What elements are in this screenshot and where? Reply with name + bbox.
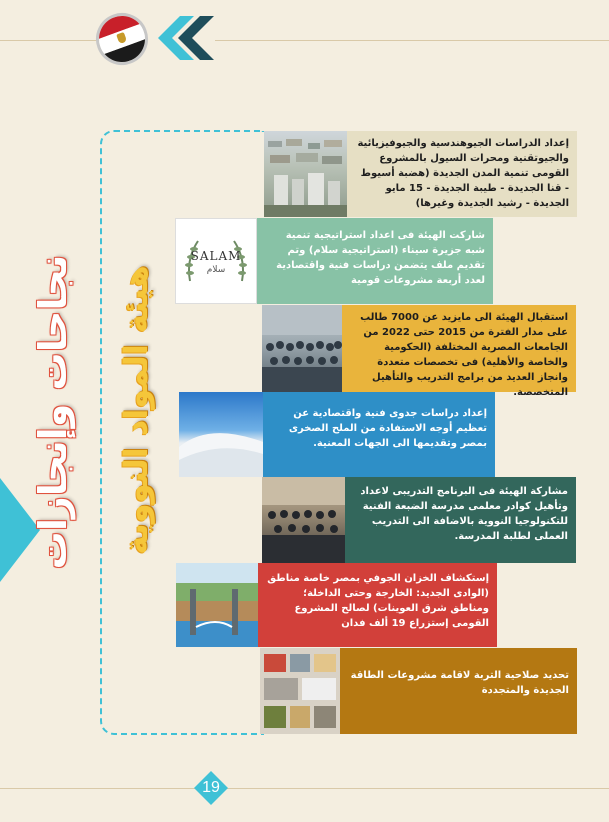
- card-7-text: تحديد صلاحية التربة لاقامة مشروعات الطاقة الجديدة والمتجددة: [340, 648, 577, 734]
- card-1-text: إعداد الدراسات الجيوهندسية والجيوفيزيائية والجيوتقنية ومحرات السيول بالمشروع القومى تنمية المدن الجديدة (هضبة أسيوط - قنا الجديدة - طيبة الجديدة - 15 مايو الجديدة - رشيد الجديدة وغيرها): [347, 131, 577, 217]
- card-3-text: استقبال الهيئة الى مايزيد عن 7000 طالب على مدار الفترة من 2015 حتى 2022 من الجامعات المصرية المختلفة (الحكومية والخاصة والأهلية) فى تخصصات متعددة وانجاز العديد من برامج التدريب والتأهيل المتخصصة.: [342, 305, 576, 392]
- achievement-card-2: [175, 218, 493, 304]
- salam-logo-text: SALAM: [190, 249, 242, 263]
- achievement-card-5: [262, 477, 576, 563]
- card-5-text: مشاركة الهيئة فى البرنامج التدريبى لاعداد وتأهيل كوادر معلمى مدرسة الضبعة الفنية للتكنولوجيا النووية بالاضافة الى التدريب العملى لطلبة المدرسة.: [345, 477, 576, 563]
- aquifer-diagram-image: [176, 563, 258, 647]
- students-group-image: [262, 305, 342, 392]
- page-number: [193, 770, 229, 806]
- page-title-inner: هيئة المواد النووية: [117, 265, 155, 555]
- decor-line-top: [0, 40, 100, 41]
- page-title-outer: نجاحات وإنجازات: [31, 254, 75, 570]
- card-6-text: إستكشاف الخزان الجوفي بمصر خاصة مناطق (الوادى الجديد: الخارجة وحتى الداخلة؛ ومناطق شرق العوينات) لصالح المشروع القومى إستزراع 19 ألف فدان: [258, 563, 497, 647]
- achievement-card-1: [264, 131, 577, 217]
- decor-line-top-right: [215, 40, 609, 41]
- salam-logo-subtext: سلام: [206, 265, 226, 275]
- achievement-card-3: [262, 305, 576, 398]
- decor-line-bottom: [0, 788, 609, 789]
- soil-lab-image: [260, 648, 340, 734]
- chevrons-icon: [150, 16, 216, 60]
- trainees-group-image: [262, 477, 345, 563]
- achievement-card-7: [260, 648, 577, 734]
- egypt-flag-icon: [89, 6, 156, 73]
- page-number-text: 19: [202, 779, 220, 796]
- salam-logo: [175, 218, 257, 304]
- salt-desert-image: [179, 392, 263, 477]
- achievement-card-6: [176, 563, 497, 647]
- card-4-text: إعداد دراسات جدوى فنية واقتصادية عن تعظيم أوجه الاستفادة من الملح الصخرى بمصر وتقديمها الى الجهات المعنية.: [263, 392, 495, 477]
- card-2-text: شاركت الهيئة فى اعداد استراتيجية تنمية شبه جزيرة سيناء (استراتيجية سلام) وتم تقديم ملف يتضمن دراسات فنية واقتصادية لعدد أربعة مشروعات قومية: [257, 218, 493, 304]
- achievement-card-4: [179, 392, 495, 477]
- city-aerial-image: [264, 131, 347, 217]
